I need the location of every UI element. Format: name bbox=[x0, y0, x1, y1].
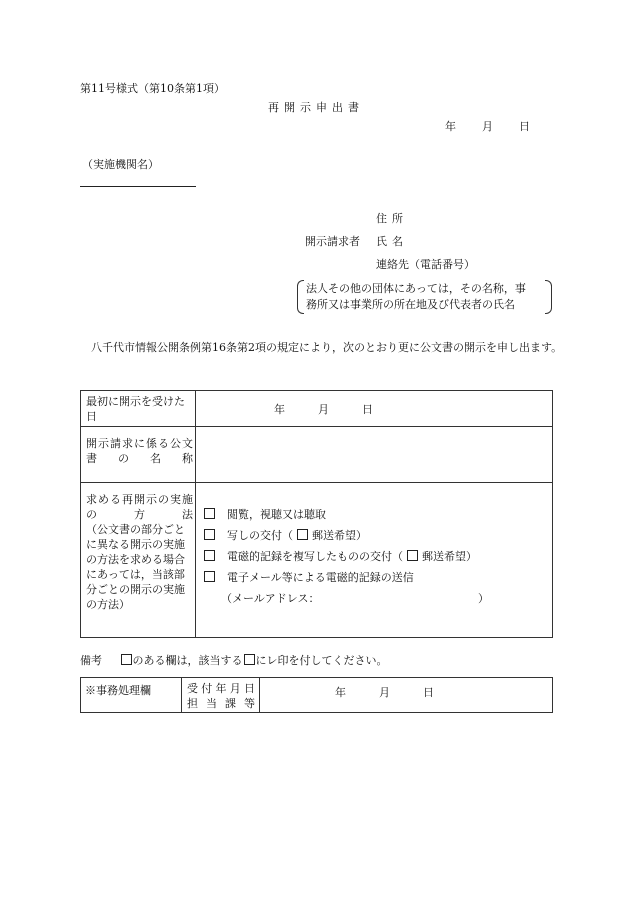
checkbox-symbol bbox=[121, 654, 132, 665]
month-label: 月 bbox=[379, 686, 390, 699]
office-field-labels bbox=[187, 681, 255, 711]
checkbox-symbol bbox=[244, 654, 255, 665]
mail-checkbox[interactable] bbox=[297, 529, 308, 540]
option-label: 閲覧，視聴又は聴取 bbox=[227, 508, 326, 521]
note-prefix: 備考 bbox=[80, 654, 102, 667]
corporate-note-line: 法人その他の団体にあっては，その名称，事 bbox=[306, 282, 526, 295]
checkbox[interactable] bbox=[204, 508, 215, 519]
body-text: 八千代市情報公開条例第16条第2項の規定により，次のとおり更に公文書の開示を申し出ます。 bbox=[91, 341, 563, 354]
table-row bbox=[81, 483, 552, 638]
contact-label: 連絡先（電話番号） bbox=[376, 258, 475, 271]
month-label: 月 bbox=[318, 403, 329, 416]
mail-checkbox[interactable] bbox=[407, 550, 418, 561]
note bbox=[80, 652, 388, 668]
checkbox[interactable] bbox=[204, 550, 215, 561]
column-divider bbox=[195, 391, 196, 426]
left-bracket bbox=[297, 280, 304, 314]
option-label: 電磁的記録を複写したものの交付（ 郵送希望） bbox=[227, 550, 477, 563]
document-name-label: 開示請求に係る公文書の名称 bbox=[86, 437, 193, 465]
method-label-sub: （公文書の部分ごとに異なる開示の実施の方法を求める場合にあっては，当該部分ごとの開示の実施の方法） bbox=[86, 523, 185, 611]
checkbox[interactable] bbox=[204, 529, 215, 540]
column-divider bbox=[195, 427, 196, 482]
receipt-date[interactable] bbox=[335, 684, 434, 700]
method-label-main: 求める再開示の実施の方法 bbox=[86, 493, 193, 521]
option-digital-copy[interactable] bbox=[204, 548, 477, 564]
column-divider bbox=[259, 678, 260, 712]
year-label: 年 bbox=[274, 403, 285, 416]
option-email[interactable] bbox=[204, 569, 414, 585]
right-bracket bbox=[545, 280, 552, 314]
email-close: ） bbox=[478, 592, 489, 605]
office-label: ※事務処理欄 bbox=[85, 684, 151, 697]
checkbox[interactable] bbox=[204, 571, 215, 582]
column-divider bbox=[195, 483, 196, 638]
header-date bbox=[445, 118, 530, 134]
month-label: 月 bbox=[482, 120, 493, 133]
email-label: （メールアドレス： bbox=[221, 592, 320, 605]
day-label: 日 bbox=[362, 403, 373, 416]
option-label: 写しの交付（ 郵送希望） bbox=[227, 529, 367, 542]
address-label: 住所 bbox=[376, 212, 408, 225]
option-copy[interactable] bbox=[204, 527, 367, 543]
form-number: 第11号様式（第10条第1項） bbox=[80, 82, 225, 95]
receipt-date-label: 受付年月日 bbox=[187, 682, 255, 695]
agency-label: （実施機関名） bbox=[82, 158, 159, 171]
corporate-note bbox=[297, 280, 552, 314]
corporate-note-text bbox=[306, 281, 526, 313]
section-label: 担当課等 bbox=[187, 697, 255, 710]
year-label: 年 bbox=[335, 686, 346, 699]
year-label: 年 bbox=[445, 120, 456, 133]
requester-role-label: 開示請求者 bbox=[305, 235, 360, 248]
request-table bbox=[80, 390, 553, 638]
name-label: 氏名 bbox=[376, 235, 408, 248]
office-table bbox=[80, 677, 553, 713]
table-row bbox=[81, 427, 552, 483]
email-field[interactable] bbox=[221, 590, 489, 606]
first-disclosure-date[interactable] bbox=[274, 401, 373, 417]
note-text: のある欄は，該当する bbox=[132, 654, 243, 667]
column-divider bbox=[181, 678, 182, 712]
day-label: 日 bbox=[423, 686, 434, 699]
option-view[interactable] bbox=[204, 506, 326, 522]
corporate-note-line: 務所又は事業所の所在地及び代表者の氏名 bbox=[306, 298, 515, 311]
page-title: 再開示申出書 bbox=[268, 101, 364, 114]
option-label: 電子メール等による電磁的記録の送信 bbox=[227, 571, 414, 584]
table-row bbox=[81, 391, 552, 427]
note-text: にレ印を付してください。 bbox=[255, 654, 388, 667]
agency-line[interactable] bbox=[80, 186, 196, 187]
day-label: 日 bbox=[519, 120, 530, 133]
method-label bbox=[86, 492, 193, 612]
first-disclosure-label: 最初に開示を受けた日 bbox=[86, 395, 185, 423]
